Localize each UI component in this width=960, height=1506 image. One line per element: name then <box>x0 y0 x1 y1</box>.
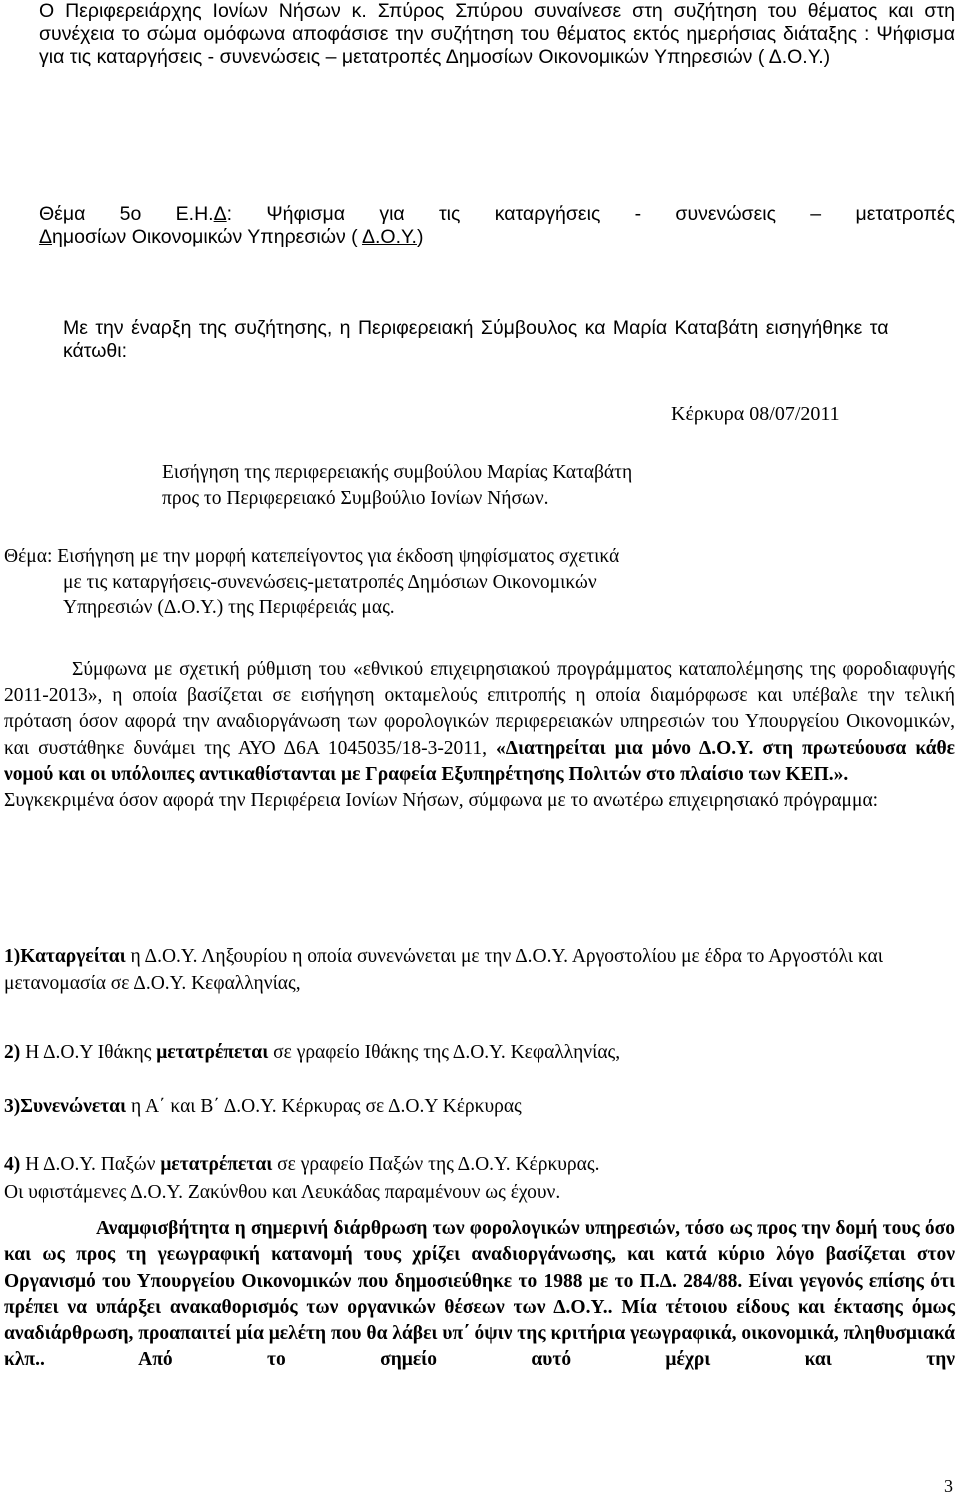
item-3-verb: Συνενώνεται <box>20 1096 127 1117</box>
memo-heading-line-1: Εισήγηση της περιφερειακής συμβούλου Μαρίας Καταβάτη <box>162 462 633 483</box>
body-paragraph-1 <box>4 657 955 814</box>
p1-tail: Συγκεκριμένα όσον αφορά την Περιφέρεια Ιονίων Νήσων, σύμφωνα με το ανωτέρω επιχειρησιακό πρόγραμμα: <box>4 790 879 812</box>
memo-subject-line-1: Θέμα: Εισήγηση με την μορφή κατεπείγοντος για έκδοση ψηφίσματος σχετικά <box>4 546 620 567</box>
item-1-verb: Καταργείται <box>20 946 126 967</box>
eh-abbrev: Ε.Η. <box>175 203 214 225</box>
doy-underlined: Δ.Ο.Υ. <box>361 226 417 248</box>
memo-heading-line-2: προς το Περιφερειακό Συμβούλιο Ιονίων Νήσων. <box>162 487 549 509</box>
topic-line-2: Δημοσίων Οικονομικών Υπηρεσιών ( Δ.Ο.Υ.) <box>39 226 424 248</box>
opening-paragraph <box>63 317 958 363</box>
memo-subject-line-2: με τις καταργήσεις-συνενώσεις-μετατροπές Δημόσιων Οικονομικών <box>63 571 597 593</box>
item-4-verb: μετατρέπεται <box>160 1154 273 1175</box>
subject-label: Θέμα: <box>4 546 53 567</box>
delta-underlined: Δ <box>213 203 227 225</box>
item-4: 4) Η Δ.Ο.Υ. Παξών μετατρέπεται σε γραφείο Παξών της Δ.Ο.Υ. Κέρκυρας. <box>4 1154 600 1175</box>
intro-text: Ο Περιφερειάρχης Ιονίων Νήσων κ. Σπύρος Σπύρου συναίνεσε στη συζήτηση του θέματος και στη συνέχεια το σώμα ομόφωνα αποφάσισε την συζήτηση του θέματος εκτός ημερήσιας διάταξης : Ψήφισμα για τις καταργήσεις - συνενώσεις – μετατροπές Δημοσίων Οικονομικών Υπηρεσιών ( Δ.Ο.Υ.) <box>39 0 955 68</box>
memo-subject <box>4 544 954 621</box>
intro-paragraph <box>39 0 955 92</box>
remaining-offices: Οι υφιστάμενες Δ.Ο.Υ. Ζακύνθου και Λευκάδας παραμένουν ως έχουν. <box>4 1182 561 1203</box>
item-2-verb: μετατρέπεται <box>156 1042 269 1063</box>
item-2: 2) Η Δ.Ο.Υ Ιθάκης μετατρέπεται σε γραφείο Ιθάκης της Δ.Ο.Υ. Κεφαλληνίας, <box>4 1042 621 1063</box>
memo-subject-line-3: Υπηρεσιών (Δ.Ο.Υ.) της Περιφέρειάς μας. <box>63 597 395 618</box>
memo-date: Κέρκυρα 08/07/2011 <box>671 403 840 425</box>
item-3: 3)Συνενώνεται η Α΄ και Β΄ Δ.Ο.Υ. Κέρκυρας σε Δ.Ο.Υ Κέρκυρας <box>4 1096 522 1117</box>
p2-text: Αναμφισβήτητα η σημερινή διάρθρωση των φορολογικών υπηρεσιών, τόσο ως προς την δομή τους όσο και ως προς τη γεωγραφική κατανομή τους χρίζει αναδιοργάνωσης, και κατά κύριο λόγο βασίζεται στον Οργανισμό του Υπουργείου Οικονομικών που δημοσιεύθηκε το 1988 με το Π.Δ. 284/88. Είναι γεγονός επίσης ότι πρέπει να υπάρξει ανακαθορισμός των οργανικών θέσεων των Δ.Ο.Υ.. Μία τέτοιου είδους και έκτασης όμως αναδιάρθρωση, προαπαιτεί μία μελέτη που θα λάβει υπ΄ όψιν της κριτήρια γεωγραφικά, οικονομικά, πληθυσμιακά κλπ.. Από το σημείο αυτό μέχρι και την <box>4 1218 955 1371</box>
opening-text: Με την έναρξη της συζήτησης, η Περιφερειακή Σύμβουλος κα Μαρία Καταβάτη εισηγήθηκε τα κάτωθι: <box>63 317 889 362</box>
item-1: 1)Καταργείται η Δ.Ο.Υ. Ληξουρίου η οποία συνενώνεται με την Δ.Ο.Υ. Αργοστολίου με έδρα το Αργοστόλι και μετανομασία σε Δ.Ο.Υ. Κεφαλληνίας, <box>4 946 883 994</box>
topic-heading <box>39 203 955 249</box>
memo-heading <box>162 460 862 511</box>
page-number: 3 <box>944 1476 953 1496</box>
p1-bold: «Διατηρείται μια μόνο Δ.Ο.Υ. στη πρωτεύουσα κάθε νομού και οι υπόλοιπες αντικαθίστανται με Γραφεία Εξυπηρέτησης Πολιτών στο πλαίσιο των ΚΕΠ.». <box>4 737 955 785</box>
topic-line-1: Θέμα 5ο Ε.Η.Δ: Ψήφισμα για τις καταργήσεις - συνενώσεις – μετατροπές <box>39 203 955 225</box>
p1-normal: Σύμφωνα με σχετική ρύθμιση του «εθνικού επιχειρησιακού προγράμματος καταπολέμησης της φοροδιαφυγής 2011-2013», η οποία βασίζεται σε εισήγηση οκταμελούς επιτροπής η οποία διαμόρφωσε και υπέβαλε την τελική πρόταση όσον αφορά την αναδιοργάνωση των φορολογικών περιφερειακών υπηρεσιών του Υπουργείου Οικονομικών, και συστάθηκε δυνάμει της ΑΥΟ Δ6Α 1045035/18-3-2011, <box>4 659 955 759</box>
body-paragraph-2 <box>4 1216 955 1374</box>
delta-underlined: Δ <box>39 226 53 248</box>
